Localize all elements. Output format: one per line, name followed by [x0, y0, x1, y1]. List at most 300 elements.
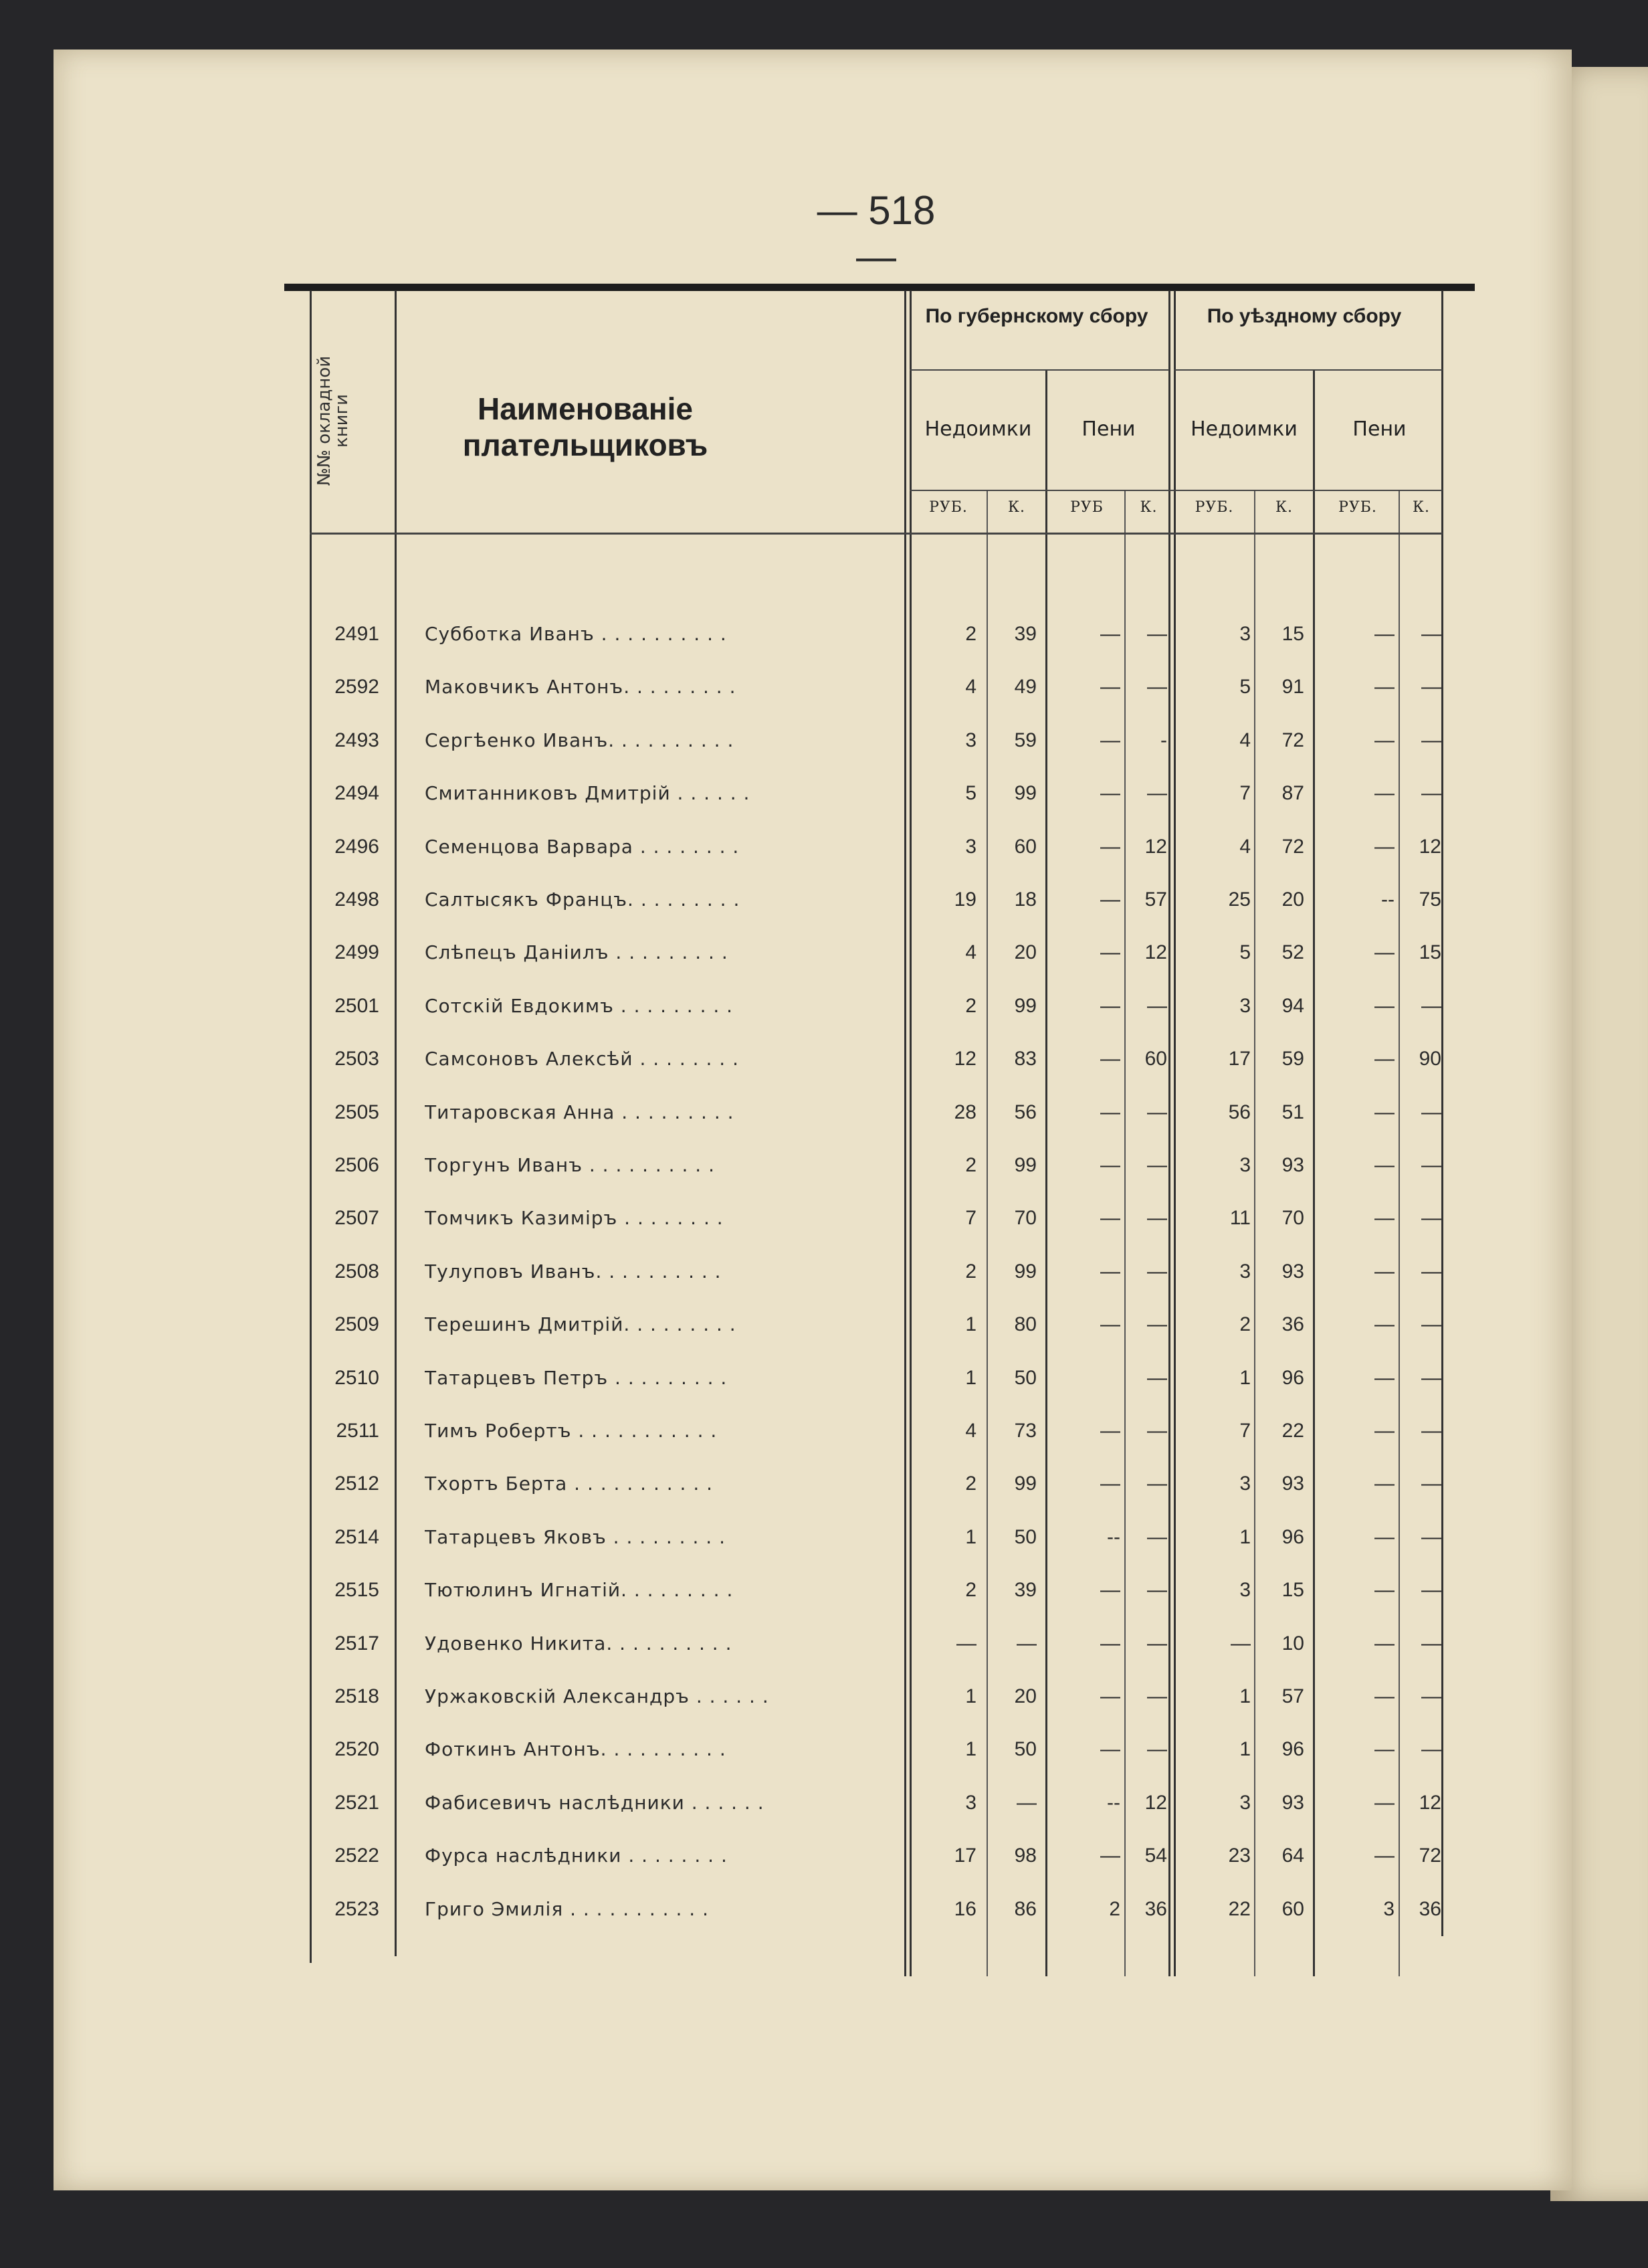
unit-rub-2: РУБ	[1070, 499, 1104, 516]
payer-name-cell: Самсоновъ Алексѣй . . . . . . . .	[425, 1048, 739, 1070]
payer-name-cell: Терешинъ Дмитрій. . . . . . . . .	[425, 1313, 736, 1336]
payer-name-cell: Уржаковскій Александръ . . . . . .	[425, 1685, 769, 1707]
amount-cell: 4	[1239, 729, 1251, 751]
amount-cell: 80	[1014, 1313, 1037, 1336]
amount-cell: 2	[1239, 1313, 1251, 1336]
provincial-arrears-header: Недоимки	[924, 417, 1032, 441]
amount-cell: 59	[1281, 1048, 1304, 1070]
amount-cell: —	[1421, 1420, 1441, 1442]
amount-cell: 98	[1014, 1845, 1037, 1867]
amount-cell: —	[1147, 623, 1167, 645]
amount-cell: 7	[965, 1207, 976, 1230]
book-number-cell: 2509	[334, 1313, 379, 1336]
amount-cell: 2	[1109, 1897, 1120, 1920]
amount-cell: 50	[1014, 1366, 1037, 1389]
amount-cell: 4	[965, 676, 976, 698]
book-number-cell: 2521	[334, 1791, 379, 1814]
amount-cell: —	[1100, 676, 1120, 698]
amount-cell: 70	[1014, 1207, 1037, 1230]
amount-cell: —	[1147, 1473, 1167, 1495]
payer-name-cell: Томчикъ Казиміръ . . . . . . . .	[425, 1207, 724, 1230]
amount-cell: —	[1421, 782, 1441, 805]
amount-cell: 70	[1281, 1207, 1304, 1230]
amount-cell: 2	[965, 623, 976, 645]
amount-cell: —	[1147, 1101, 1167, 1123]
payer-name-cell: Торгунъ Иванъ . . . . . . . . . .	[425, 1154, 715, 1176]
rule-header-bottom	[310, 533, 1443, 535]
table-row	[304, 880, 1441, 920]
table-row	[304, 1358, 1441, 1398]
book-number-cell: 2507	[334, 1207, 379, 1230]
payer-name-cell: Сергѣенко Иванъ. . . . . . . . . .	[425, 729, 734, 751]
amount-cell: —	[1231, 1632, 1251, 1655]
rule-units-top	[910, 490, 1443, 491]
amount-cell: 93	[1281, 1791, 1304, 1814]
amount-cell: 5	[1239, 941, 1251, 964]
amount-cell: 75	[1419, 888, 1441, 911]
amount-cell: 2	[965, 1154, 976, 1176]
amount-cell: —	[1374, 1154, 1395, 1176]
amount-cell: —	[1421, 1154, 1441, 1176]
amount-cell: —	[1147, 1154, 1167, 1176]
amount-cell: 1	[965, 1525, 976, 1548]
amount-cell: —	[1100, 1101, 1120, 1123]
amount-cell: 16	[954, 1897, 976, 1920]
amount-cell: 94	[1281, 994, 1304, 1017]
amount-cell: —	[1374, 1791, 1395, 1814]
amount-cell: 12	[954, 1048, 976, 1070]
amount-cell: 12	[1144, 835, 1167, 858]
payer-name-cell: Смитанниковъ Дмитрій . . . . . .	[425, 782, 750, 805]
amount-cell: 25	[1228, 888, 1251, 911]
book-number-cell: 2592	[334, 676, 379, 698]
rule-after-name-a	[904, 290, 906, 1976]
amount-cell: —	[1147, 1420, 1167, 1442]
book-number-cell: 2494	[334, 782, 379, 805]
amount-cell: 4	[965, 1420, 976, 1442]
amount-cell: 7	[1239, 1420, 1251, 1442]
provincial-levy-header: По губернскому сбору	[925, 305, 1148, 327]
amount-cell: 5	[1239, 676, 1251, 698]
book-number-cell: 2503	[334, 1048, 379, 1070]
amount-cell: —	[1100, 1048, 1120, 1070]
amount-cell: —	[1147, 1260, 1167, 1283]
amount-cell: —	[1421, 729, 1441, 751]
amount-cell: —	[1100, 729, 1120, 751]
amount-cell: 87	[1281, 782, 1304, 805]
unit-rub-1: РУБ.	[929, 499, 968, 516]
amount-cell: —	[1100, 1207, 1120, 1230]
book-number-header: №№ окладной книги	[314, 355, 352, 486]
amount-cell: —	[1100, 835, 1120, 858]
amount-cell: 1	[965, 1366, 976, 1389]
table-row	[304, 1783, 1441, 1823]
payers-table	[304, 290, 1441, 1976]
table-row	[304, 1836, 1441, 1876]
amount-cell: —	[1100, 994, 1120, 1017]
amount-cell: 90	[1419, 1048, 1441, 1070]
amount-cell: --	[1381, 888, 1395, 911]
amount-cell: 56	[1014, 1101, 1037, 1123]
amount-cell: 52	[1281, 941, 1304, 964]
table-row	[304, 1305, 1441, 1345]
payer-name-cell: Титаровская Анна . . . . . . . . .	[425, 1101, 734, 1123]
unit-kop-1: К.	[1007, 499, 1026, 516]
table-row	[304, 933, 1441, 973]
amount-cell: —	[1421, 1473, 1441, 1495]
amount-cell: 93	[1281, 1473, 1304, 1495]
amount-cell: 15	[1419, 941, 1441, 964]
table-row	[304, 773, 1441, 814]
amount-cell: 96	[1281, 1525, 1304, 1548]
book-number-cell: 2514	[334, 1525, 379, 1548]
amount-cell: —	[1421, 1525, 1441, 1548]
amount-cell: —	[1147, 1632, 1167, 1655]
table-row	[304, 1039, 1441, 1079]
payers-name-header: Наименованіе плательщиковъ	[462, 391, 708, 462]
amount-cell: 17	[1228, 1048, 1251, 1070]
amount-cell: 56	[1228, 1101, 1251, 1123]
payer-name-cell: Семенцова Варвара . . . . . . . .	[425, 835, 740, 858]
payer-name-cell: Тулуповъ Иванъ. . . . . . . . . .	[425, 1260, 722, 1283]
amount-cell: 99	[1014, 1260, 1037, 1283]
amount-cell: —	[1374, 676, 1395, 698]
rule-after-name-b	[910, 290, 912, 1976]
amount-cell: —	[1374, 1366, 1395, 1389]
amount-cell: —	[956, 1632, 976, 1655]
amount-cell: 12	[1419, 835, 1441, 858]
amount-cell: —	[1374, 835, 1395, 858]
amount-cell: —	[1147, 1685, 1167, 1707]
amount-cell: —	[1100, 941, 1120, 964]
amount-cell: 99	[1014, 1154, 1037, 1176]
amount-cell: 12	[1144, 941, 1167, 964]
amount-cell: 20	[1281, 888, 1304, 911]
table-row	[304, 667, 1441, 707]
amount-cell: 22	[1228, 1897, 1251, 1920]
amount-cell: —	[1100, 1154, 1120, 1176]
amount-cell: 64	[1281, 1845, 1304, 1867]
amount-cell: 3	[1239, 1473, 1251, 1495]
amount-cell: 3	[1239, 623, 1251, 645]
amount-cell: —	[1147, 1313, 1167, 1336]
amount-cell: —	[1147, 1525, 1167, 1548]
amount-cell: 39	[1014, 1579, 1037, 1602]
amount-cell: 3	[1239, 1260, 1251, 1283]
amount-cell: —	[1374, 1579, 1395, 1602]
amount-cell: 54	[1144, 1845, 1167, 1867]
amount-cell: —	[1421, 623, 1441, 645]
amount-cell: —	[1374, 1473, 1395, 1495]
amount-cell: 15	[1281, 1579, 1304, 1602]
table-row	[304, 1252, 1441, 1292]
book-number-cell: 2491	[334, 623, 379, 645]
table-row	[304, 1145, 1441, 1186]
rule-groups-b	[1174, 290, 1176, 1976]
table-row	[304, 827, 1441, 867]
page-number: — 518 —	[817, 188, 936, 279]
amount-cell: —	[1017, 1791, 1037, 1814]
amount-cell: —	[1147, 1366, 1167, 1389]
amount-cell: 96	[1281, 1366, 1304, 1389]
amount-cell: —	[1100, 1738, 1120, 1761]
amount-cell: 12	[1419, 1791, 1441, 1814]
amount-cell: 19	[954, 888, 976, 911]
amount-cell: —	[1421, 1738, 1441, 1761]
unit-kop-4: К.	[1412, 499, 1431, 516]
rule-group-under-2	[1174, 369, 1443, 371]
payer-name-cell: Слѣпецъ Даніилъ . . . . . . . . .	[425, 941, 728, 964]
amount-cell: —	[1421, 1260, 1441, 1283]
amount-cell: 50	[1014, 1525, 1037, 1548]
book-number-cell: 2499	[334, 941, 379, 964]
amount-cell: —	[1100, 1685, 1120, 1707]
amount-cell: —	[1374, 1685, 1395, 1707]
unit-kop-3: К.	[1275, 499, 1294, 516]
payer-name-cell: Фоткинъ Антонъ. . . . . . . . . .	[425, 1738, 726, 1761]
amount-cell: —	[1374, 1420, 1395, 1442]
amount-cell: 36	[1419, 1897, 1441, 1920]
amount-cell: 59	[1014, 729, 1037, 751]
payer-name-cell: Фабисевичъ наслѣдники . . . . . .	[425, 1791, 764, 1814]
amount-cell: —	[1421, 994, 1441, 1017]
amount-cell: —	[1147, 676, 1167, 698]
payer-name-cell: Татарцевъ Яковъ . . . . . . . . .	[425, 1525, 726, 1548]
book-number-cell: 2493	[334, 729, 379, 751]
book-number-cell: 2511	[336, 1420, 379, 1442]
table-row	[304, 1093, 1441, 1133]
unit-rub-4: РУБ.	[1338, 499, 1377, 516]
amount-cell: 60	[1281, 1897, 1304, 1920]
amount-cell: 36	[1281, 1313, 1304, 1336]
amount-cell: 99	[1014, 782, 1037, 805]
rule-group-under-1	[910, 369, 1169, 371]
amount-cell: —	[1100, 1313, 1120, 1336]
amount-cell: —	[1374, 1845, 1395, 1867]
amount-cell: —	[1421, 676, 1441, 698]
provincial-penalty-header: Пени	[1082, 417, 1136, 441]
amount-cell: 28	[954, 1101, 976, 1123]
amount-cell: —	[1100, 1260, 1120, 1283]
amount-cell: —	[1100, 1473, 1120, 1495]
book-number-cell: 2496	[334, 835, 379, 858]
rule-right	[1441, 290, 1443, 1936]
payer-name-cell: Фурса наслѣдники . . . . . . . .	[425, 1845, 728, 1867]
district-arrears-header: Недоимки	[1191, 417, 1298, 441]
amount-cell: 96	[1281, 1738, 1304, 1761]
amount-cell: 15	[1281, 623, 1304, 645]
amount-cell: 57	[1281, 1685, 1304, 1707]
amount-cell: 22	[1281, 1420, 1304, 1442]
amount-cell: 1	[1239, 1525, 1251, 1548]
amount-cell: —	[1100, 1632, 1120, 1655]
table-row	[304, 1411, 1441, 1451]
amount-cell: —	[1421, 1579, 1441, 1602]
payer-name-cell: Татарцевъ Петръ . . . . . . . . .	[425, 1366, 728, 1389]
amount-cell: —	[1147, 1738, 1167, 1761]
amount-cell: 36	[1144, 1897, 1167, 1920]
amount-cell: 73	[1014, 1420, 1037, 1442]
amount-cell: 51	[1281, 1101, 1304, 1123]
amount-cell: 10	[1281, 1632, 1304, 1655]
amount-cell: —	[1421, 1685, 1441, 1707]
payer-name-cell: Сотскій Евдокимъ . . . . . . . . .	[425, 994, 734, 1017]
amount-cell: 1	[1239, 1366, 1251, 1389]
amount-cell: 1	[1239, 1738, 1251, 1761]
payer-name-cell: Тютюлинъ Игнатій. . . . . . . . .	[425, 1579, 734, 1602]
amount-cell: 49	[1014, 676, 1037, 698]
amount-cell: —	[1147, 1579, 1167, 1602]
amount-cell: 2	[965, 1579, 976, 1602]
amount-cell: 20	[1014, 1685, 1037, 1707]
table-row	[304, 614, 1441, 654]
amount-cell: 50	[1014, 1738, 1037, 1761]
table-row	[304, 1624, 1441, 1664]
amount-cell: 5	[965, 782, 976, 805]
table-row	[304, 1517, 1441, 1557]
unit-rub-3: РУБ.	[1195, 499, 1234, 516]
amount-cell: —	[1374, 1632, 1395, 1655]
book-number-cell: 2506	[334, 1154, 379, 1176]
amount-cell: —	[1374, 1207, 1395, 1230]
book-number-cell: 2515	[334, 1579, 379, 1602]
amount-cell: —	[1374, 1101, 1395, 1123]
amount-cell: 20	[1014, 941, 1037, 964]
amount-cell: —	[1374, 729, 1395, 751]
amount-cell: 17	[954, 1845, 976, 1867]
amount-cell: -	[1160, 729, 1167, 751]
amount-cell: 3	[1239, 1579, 1251, 1602]
amount-cell: 3	[1239, 994, 1251, 1017]
amount-cell: 99	[1014, 994, 1037, 1017]
unit-kop-2: К.	[1140, 499, 1158, 516]
table-row	[304, 1464, 1441, 1504]
amount-cell: —	[1100, 1420, 1120, 1442]
amount-cell: —	[1147, 994, 1167, 1017]
amount-cell: —	[1147, 782, 1167, 805]
amount-cell: —	[1017, 1632, 1037, 1655]
payer-name-cell: Тимъ Робертъ . . . . . . . . . . .	[425, 1420, 718, 1442]
amount-cell: —	[1147, 1207, 1167, 1230]
amount-cell: 72	[1419, 1845, 1441, 1867]
book-number-cell: 2522	[334, 1845, 379, 1867]
amount-cell: 60	[1144, 1048, 1167, 1070]
amount-cell: —	[1421, 1101, 1441, 1123]
amount-cell: 72	[1281, 729, 1304, 751]
book-number-cell: 2512	[334, 1473, 379, 1495]
book-number-cell: 2505	[334, 1101, 379, 1123]
amount-cell: 18	[1014, 888, 1037, 911]
amount-cell: 83	[1014, 1048, 1037, 1070]
table-row	[304, 721, 1441, 761]
amount-cell: —	[1100, 782, 1120, 805]
table-row	[304, 1570, 1441, 1610]
payer-name-cell: Салтысякъ Францъ. . . . . . . . .	[425, 888, 740, 911]
amount-cell: —	[1374, 1525, 1395, 1548]
amount-cell: —	[1421, 1313, 1441, 1336]
amount-cell: 3	[965, 729, 976, 751]
amount-cell: 60	[1014, 835, 1037, 858]
payer-name-cell: Удовенко Никита. . . . . . . . . .	[425, 1632, 732, 1655]
amount-cell: 11	[1229, 1207, 1251, 1230]
table-row	[304, 1889, 1441, 1929]
amount-cell: —	[1374, 782, 1395, 805]
amount-cell: 1	[965, 1738, 976, 1761]
amount-cell: 86	[1014, 1897, 1037, 1920]
amount-cell: 93	[1281, 1154, 1304, 1176]
amount-cell: 72	[1281, 835, 1304, 858]
amount-cell: 93	[1281, 1260, 1304, 1283]
amount-cell: —	[1374, 994, 1395, 1017]
book-number-cell: 2523	[334, 1897, 379, 1920]
amount-cell: 2	[965, 994, 976, 1017]
book-number-cell: 2520	[334, 1738, 379, 1761]
amount-cell: 99	[1014, 1473, 1037, 1495]
book-number-cell: 2498	[334, 888, 379, 911]
amount-cell: —	[1374, 623, 1395, 645]
amount-cell: —	[1421, 1207, 1441, 1230]
payer-name-cell: Григо Эмилія . . . . . . . . . . .	[425, 1897, 709, 1920]
amount-cell: --	[1107, 1525, 1120, 1548]
amount-cell: —	[1100, 1845, 1120, 1867]
table-row	[304, 1729, 1441, 1770]
district-levy-header: По уѣздному сбору	[1207, 305, 1402, 327]
amount-cell: 3	[965, 1791, 976, 1814]
rule-groups-a	[1168, 290, 1170, 1976]
amount-cell: —	[1374, 1313, 1395, 1336]
amount-cell: --	[1107, 1791, 1120, 1814]
amount-cell: 23	[1228, 1845, 1251, 1867]
table-row	[304, 1677, 1441, 1717]
book-number-cell: 2508	[334, 1260, 379, 1283]
amount-cell: 3	[965, 835, 976, 858]
amount-cell: —	[1100, 1579, 1120, 1602]
amount-cell: —	[1374, 1260, 1395, 1283]
book-number-cell: 2501	[334, 994, 379, 1017]
amount-cell: 2	[965, 1260, 976, 1283]
amount-cell: —	[1100, 623, 1120, 645]
book-number-cell: 2510	[334, 1366, 379, 1389]
table-row	[304, 1198, 1441, 1238]
amount-cell: 1	[965, 1313, 976, 1336]
amount-cell: 57	[1144, 888, 1167, 911]
payer-name-cell: Маковчикъ Антонъ. . . . . . . . .	[425, 676, 736, 698]
amount-cell: 39	[1014, 623, 1037, 645]
amount-cell: 3	[1239, 1154, 1251, 1176]
amount-cell: 3	[1383, 1897, 1395, 1920]
amount-cell: —	[1374, 1048, 1395, 1070]
amount-cell: 3	[1239, 1791, 1251, 1814]
amount-cell: —	[1100, 888, 1120, 911]
book-number-cell: 2518	[334, 1685, 379, 1707]
amount-cell: 2	[965, 1473, 976, 1495]
amount-cell: 7	[1239, 782, 1251, 805]
amount-cell: 4	[965, 941, 976, 964]
amount-cell: —	[1374, 1738, 1395, 1761]
amount-cell: 91	[1281, 676, 1304, 698]
amount-cell: 4	[1239, 835, 1251, 858]
amount-cell: —	[1421, 1366, 1441, 1389]
book-number-cell: 2517	[334, 1632, 379, 1655]
payer-name-cell: Субботка Иванъ . . . . . . . . . .	[425, 623, 727, 645]
district-penalty-header: Пени	[1352, 417, 1407, 441]
table-row	[304, 986, 1441, 1026]
amount-cell: —	[1374, 941, 1395, 964]
amount-cell: 12	[1144, 1791, 1167, 1814]
payer-name-cell: Тхортъ Берта . . . . . . . . . . .	[425, 1473, 714, 1495]
amount-cell: 1	[1239, 1685, 1251, 1707]
amount-cell: —	[1421, 1632, 1441, 1655]
